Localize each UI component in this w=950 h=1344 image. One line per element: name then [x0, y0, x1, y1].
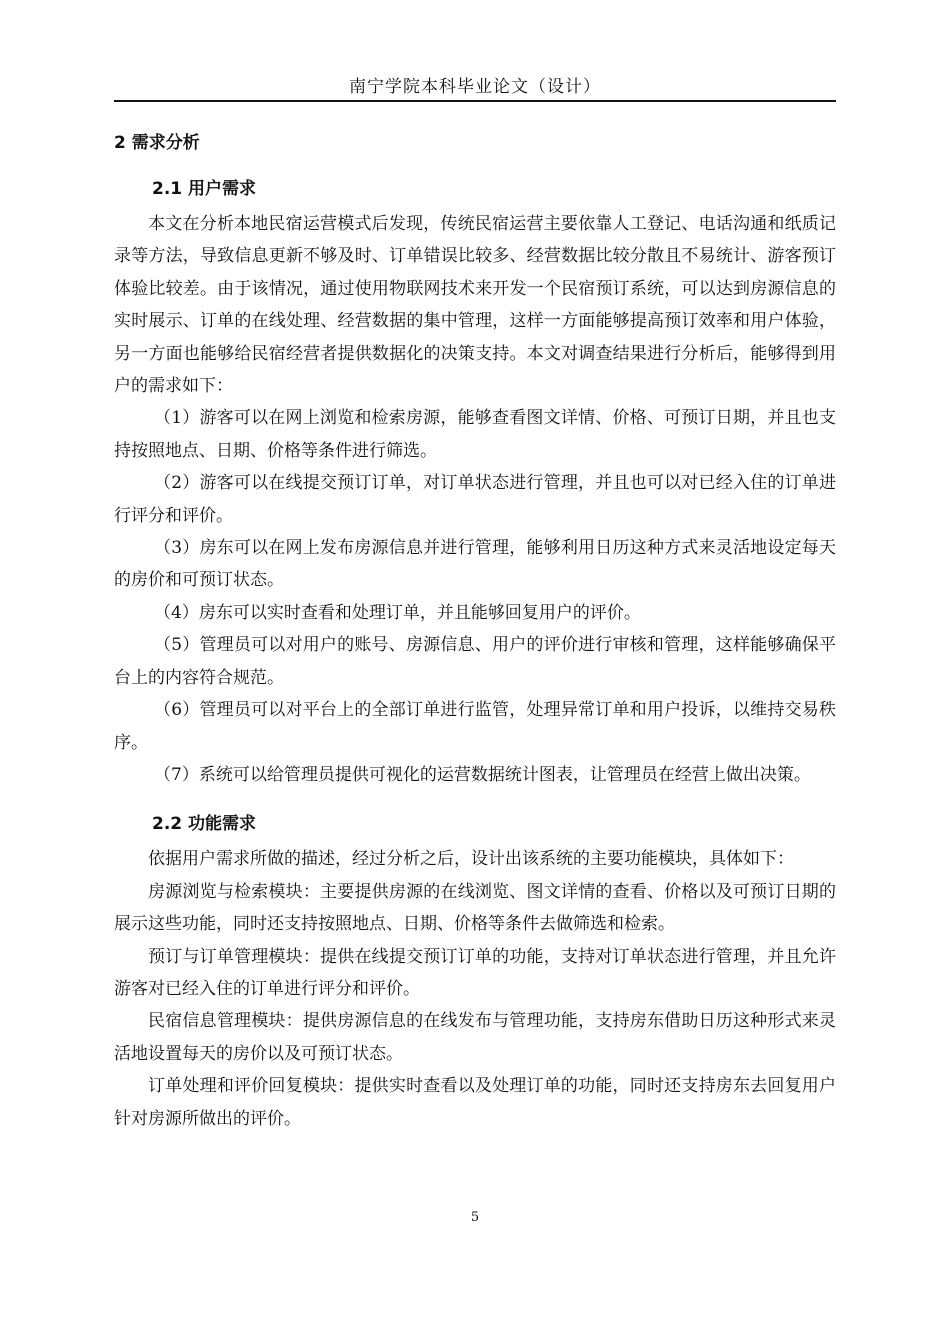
page-header: 南宁学院本科毕业论文（设计） — [349, 77, 601, 97]
module-description: 房源浏览与检索模块：主要提供房源的在线浏览、图文详情的查看、价格以及可预订日期的展示这些功能，同时还支持按照地点、日期、价格等条件去做筛选和检索。 — [114, 881, 836, 935]
page-number: 5 — [470, 1210, 480, 1225]
subsection-heading-functional-needs: 2.2 功能需求 — [152, 814, 257, 835]
list-item: （4）房东可以实时查看和处理订单，并且能够回复用户的评价。 — [154, 602, 641, 623]
module-description: 预订与订单管理模块：提供在线提交预订订单的功能，支持对订单状态进行管理，并且允许游客对已经入住的订单进行评分和评价。 — [114, 946, 836, 999]
list-item: （7）系统可以给管理员提供可视化的运营数据统计图表，让管理员在经营上做出决策。 — [154, 764, 811, 785]
paragraph-user-needs-intro: 本文在分析本地民宿运营模式后发现，传统民宿运营主要依靠人工登记、电话沟通和纸质记录等方法，导致信息更新不够及时、订单错误比较多、经营数据比较分散且不易统计、游客预订体验比较差。由于该情况，通过使用物联网技术来开发一个民宿预订系统，可以达到房源信息的实时展示、订单的在线处理、经营数据的集中管理，这样一方面能够提高预订效率和用户体验，另一方面也能够给民宿经营者提供数据化的决策支持。本文对调查结果进行分析后，能够得到用户的需求如下： — [114, 214, 836, 397]
spacer — [114, 791, 836, 803]
list-item: （5）管理员可以对用户的账号、房源信息、用户的评价进行审核和管理，这样能够确保平台上的内容符合规范。 — [114, 635, 836, 688]
header-divider — [114, 100, 836, 102]
module-description: 订单处理和评价回复模块：提供实时查看以及处理订单的功能，同时还支持房东去回复用户针对房源所做出的评价。 — [114, 1076, 836, 1129]
paragraph-functional-needs-intro: 依据用户需求所做的描述，经过分析之后，设计出该系统的主要功能模块，具体如下： — [148, 849, 794, 870]
section-heading: 2 需求分析 — [114, 133, 200, 153]
module-description: 民宿信息管理模块：提供房源信息的在线发布与管理功能，支持房东借助日历这种形式来灵活地设置每天的房价以及可预订状态。 — [114, 1011, 836, 1064]
subsection-heading-user-needs: 2.1 用户需求 — [152, 179, 257, 199]
list-item: （2）游客可以在线提交预订订单，对订单状态进行管理，并且也可以对已经入住的订单进行评分和评价。 — [114, 473, 836, 526]
list-item: （3）房东可以在网上发布房源信息并进行管理，能够利用日历这种方式来灵活地设定每天的房价和可预订状态。 — [114, 538, 836, 591]
document-body — [114, 118, 836, 1135]
list-item: （1）游客可以在网上浏览和检索房源，能够查看图文详情、价格、可预订日期，并且也支持按照地点、日期、价格等条件进行筛选。 — [114, 408, 836, 461]
list-item: （6）管理员可以对平台上的全部订单进行监管，处理异常订单和用户投诉，以维持交易秩序。 — [114, 700, 836, 753]
